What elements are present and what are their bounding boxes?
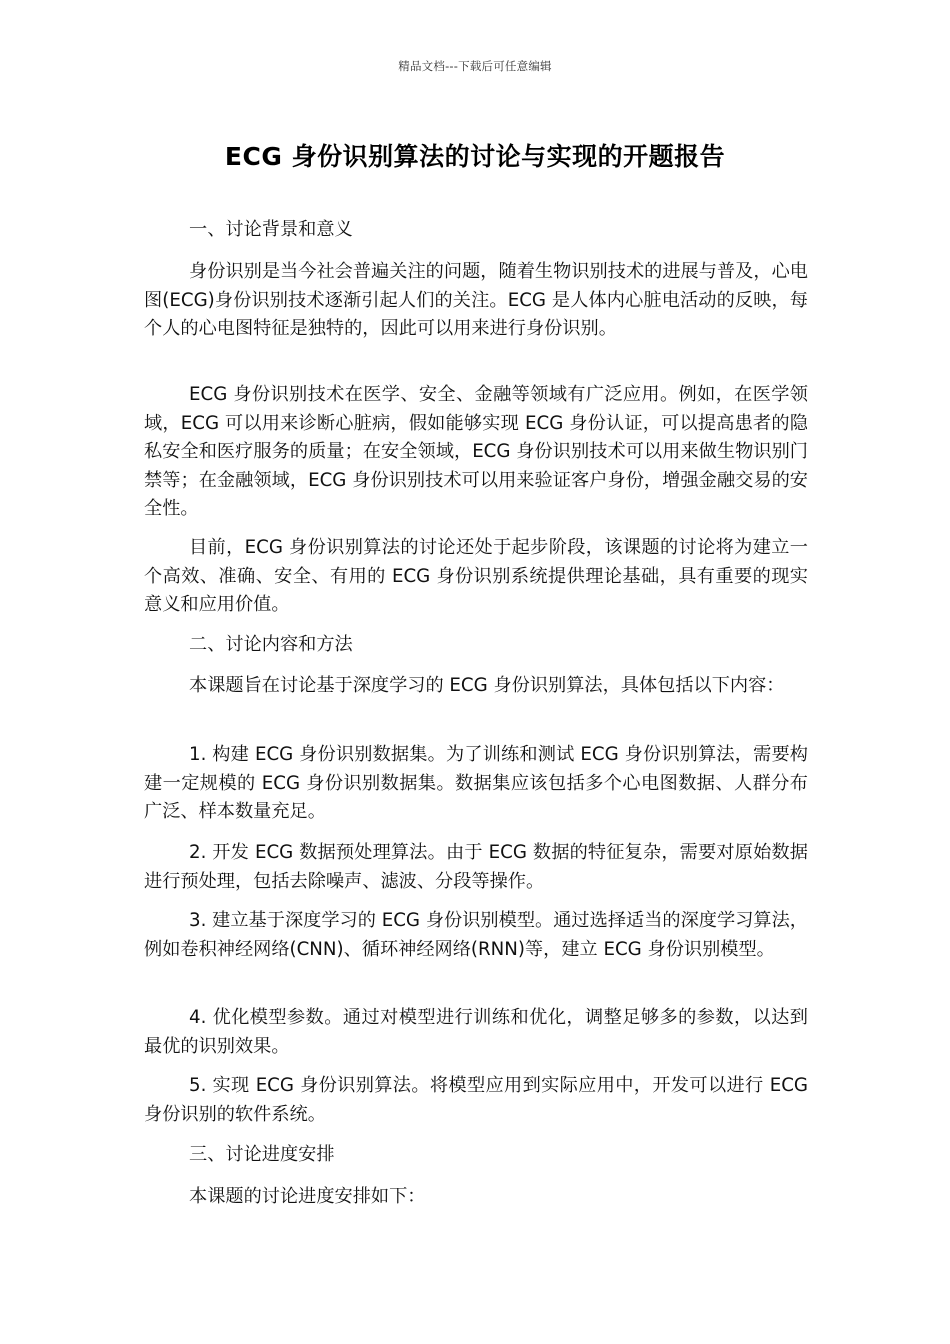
paragraph-background-3: 目前，ECG 身份识别算法的讨论还处于起步阶段，该课题的讨论将为建立一个高效、准确、安全、有用的 ECG 身份识别系统提供理论基础，具有重要的现实意义和应用价值。 xyxy=(144,537,808,615)
page-header-note: 精品文档---下载后可任意编辑 xyxy=(398,59,552,73)
paragraph-background-1: 身份识别是当今社会普遍关注的问题，随着生物识别技术的进展与普及，心电图(ECG)身份识别技术逐渐引起人们的关注。ECG 是人体内心脏电活动的反映，每个人的心电图特征是独特的，因此可以用来进行身份识别。 xyxy=(144,261,808,339)
paragraph-schedule-intro: 本课题的讨论进度安排如下： xyxy=(189,1186,426,1207)
section-heading-background: 一、讨论背景和意义 xyxy=(189,219,353,240)
section-heading-schedule: 三、讨论进度安排 xyxy=(189,1144,335,1165)
document-title: ECG 身份识别算法的讨论与实现的开题报告 xyxy=(224,142,726,171)
list-item-implementation: 5. 实现 ECG 身份识别算法。将模型应用到实际应用中，开发可以进行 ECG 身份识别的软件系统。 xyxy=(144,1075,808,1125)
list-item-model: 3. 建立基于深度学习的 ECG 身份识别模型。通过选择适当的深度学习算法，例如卷积神经网络(CNN)、循环神经网络(RNN)等，建立 ECG 身份识别模型。 xyxy=(144,910,808,960)
section-heading-content-method: 二、讨论内容和方法 xyxy=(189,634,353,655)
paragraph-content-intro: 本课题旨在讨论基于深度学习的 ECG 身份识别算法，具体包括以下内容： xyxy=(189,675,785,696)
paragraph-background-2: ECG 身份识别技术在医学、安全、金融等领域有广泛应用。例如，在医学领域，ECG 可以用来诊断心脏病，假如能够实现 ECG 身份认证，可以提高患者的隐私安全和医疗服务的质量；在安全领域，ECG 身份识别技术可以用来做生物识别门禁等；在金融领域，ECG 身份识别技术可以用来验证客户身份，增强金融交易的安全性。 xyxy=(144,384,808,519)
list-item-optimization: 4. 优化模型参数。通过对模型进行训练和优化，调整足够多的参数，以达到最优的识别效果。 xyxy=(144,1007,808,1057)
list-item-preprocessing: 2. 开发 ECG 数据预处理算法。由于 ECG 数据的特征复杂，需要对原始数据进行预处理，包括去除噪声、滤波、分段等操作。 xyxy=(144,842,808,892)
list-item-dataset: 1. 构建 ECG 身份识别数据集。为了训练和测试 ECG 身份识别算法，需要构建一定规模的 ECG 身份识别数据集。数据集应该包括多个心电图数据、人群分布广泛、样本数量充足。 xyxy=(144,744,808,822)
